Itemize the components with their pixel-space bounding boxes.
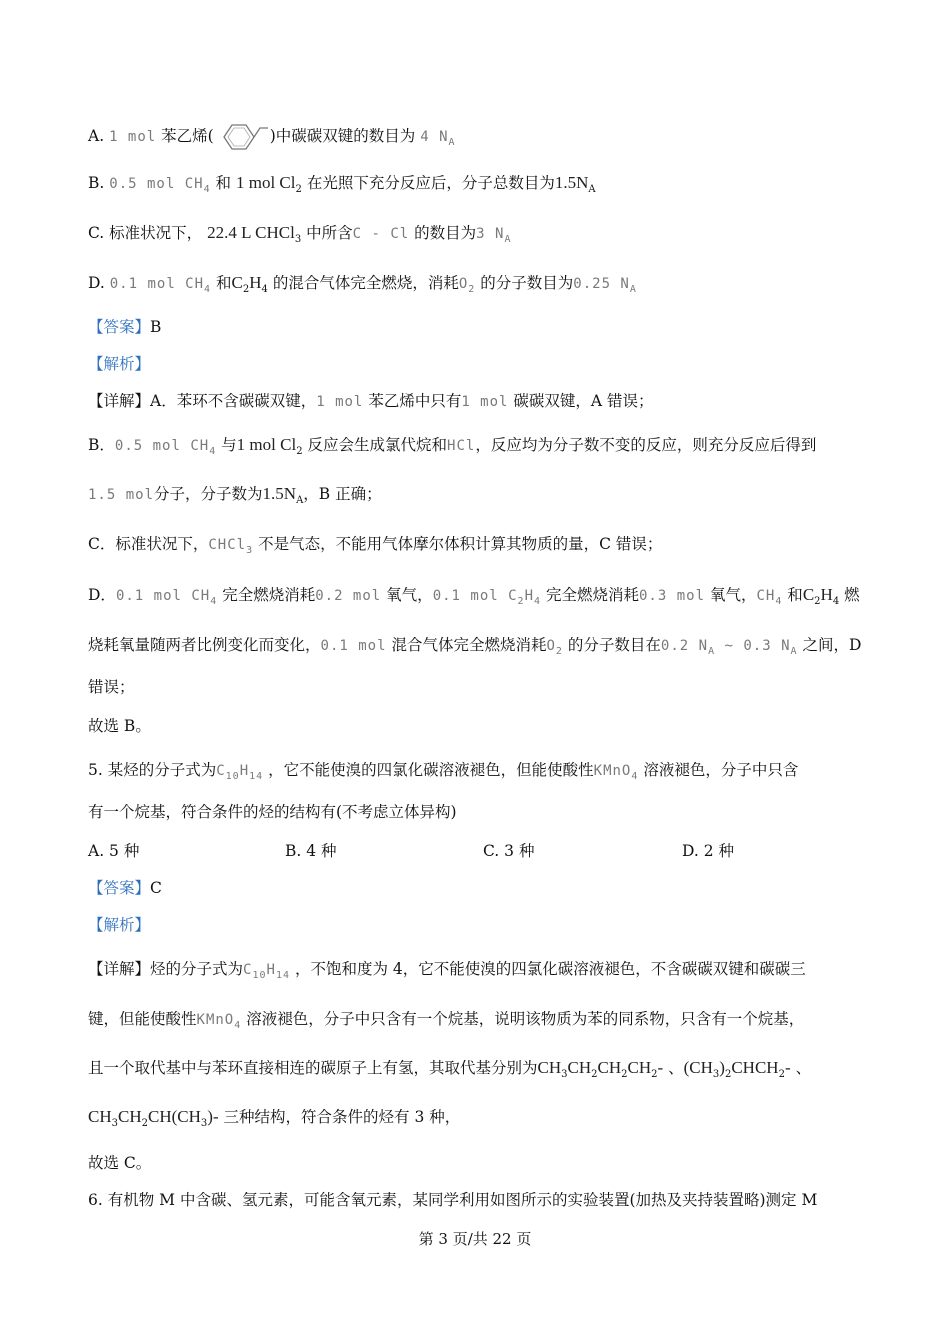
q5-options xyxy=(88,840,868,862)
q5-option-a: A. 5 种 xyxy=(88,842,140,860)
q4-detail-c: C．标准状况下，CHCl$_3$ 不是气态，不能用气体摩尔体积计算其物质的量，C 错误； xyxy=(88,535,663,557)
q4-analysis-tag: 【解析】 xyxy=(88,355,151,373)
q5-stem-cont: 有一个烷基，符合条件的烃的结构有(不考虑立体异构) xyxy=(88,803,457,821)
option-d: D. 0.1 mol $CH_4$ 和$C_2H_4$ 的混合气体完全燃烧，消耗$O_2$ 的分子数目为0.25 $N_A$ xyxy=(88,273,637,296)
q5-detail-1: 【详解】烃的分子式为$C_{10}H_{14}$ ，不饱和度为 4，它不能使溴的四氯化碳溶液褪色，不含碳碳双键和碳碳三 xyxy=(88,960,806,982)
option-b: B. 0.5 mol $CH_4$ 和 1 mol $Cl_2$ 在光照下充分反应后，分子总数目为$1.5N_A$ xyxy=(88,173,596,196)
q4-detail-b-cont: 1.5 mol分子，分子数为$1.5N_A$，B 正确； xyxy=(88,484,382,507)
q4-detail-a: 【详解】A．苯环不含碳碳双键，1 mol 苯乙烯中只有1 mol 碳碳双键，A 错误； xyxy=(88,392,654,410)
option-c: C. 标准状况下， 22.4 L CHCl$_3$ 中所含C - Cl 的数目为3 $N_A$ xyxy=(88,223,512,246)
q6-stem: 6. 有机物 M 中含碳、氢元素，可能含氧元素，某同学利用如图所示的实验装置(加热及夹持装置略)测定 M xyxy=(88,1191,818,1209)
option-a: A. 1 mol 苯乙烯( )中碳碳双键的数目为 4 $N_A$ xyxy=(88,122,456,154)
q5-analysis-tag: 【解析】 xyxy=(88,916,151,934)
q4-conclusion: 故选 B。 xyxy=(88,717,151,735)
q5-option-b: B. 4 种 xyxy=(285,842,337,860)
q4-detail-d-end: 错误； xyxy=(88,678,135,696)
q5-option-c: C. 3 种 xyxy=(483,842,535,860)
page-footer: 第 3 页/共 22 页 xyxy=(418,1230,532,1248)
q5-stem: 5. 某烃的分子式为$C_{10}H_{14}$ ，它不能使溴的四氯化碳溶液褪色，但能使酸性KMnO$_4$ 溶液褪色，分子中只含 xyxy=(88,761,799,783)
q5-detail-3: 且一个取代基中与苯环直接相连的碳原子上有氢，其取代基分别为$CH_3CH_2CH_2CH_2-$ 、$(CH_3)_2CHCH_2-$ 、 xyxy=(88,1058,812,1081)
q5-detail-2: 键，但能使酸性KMnO$_4$ 溶液褪色，分子中只含有一个烷基，说明该物质为苯的同系物，只含有一个烷基， xyxy=(88,1010,805,1032)
q4-detail-d-cont: 烧耗氧量随两者比例变化而变化，0.1 mol 混合气体完全燃烧消耗$O_2$ 的分子数目在0.2 $N_A$ ~ 0.3 $N_A$ 之间，D xyxy=(88,636,862,658)
styrene-structure-icon xyxy=(214,122,270,152)
q5-answer: 【答案】C xyxy=(88,879,162,897)
q5-detail-4: $CH_3CH_2CH(CH_3)-$ 三种结构，符合条件的烃有 3 种， xyxy=(88,1107,461,1130)
q5-conclusion: 故选 C。 xyxy=(88,1154,152,1172)
q4-answer: 【答案】B xyxy=(88,318,162,336)
q4-detail-b: B．0.5 mol $CH_4$ 与1 mol $Cl_2$ 反应会生成氯代烷和HCl，反应均为分子数不变的反应，则充分反应后得到 xyxy=(88,435,817,458)
q5-option-d: D. 2 种 xyxy=(682,842,735,860)
q4-detail-d: D．0.1 mol $CH_4$ 完全燃烧消耗0.2 mol 氧气，0.1 mol $C_2H_4$ 完全燃烧消耗0.3 mol 氧气，$CH_4$ 和$C_2H_4$ 燃 xyxy=(88,585,860,608)
